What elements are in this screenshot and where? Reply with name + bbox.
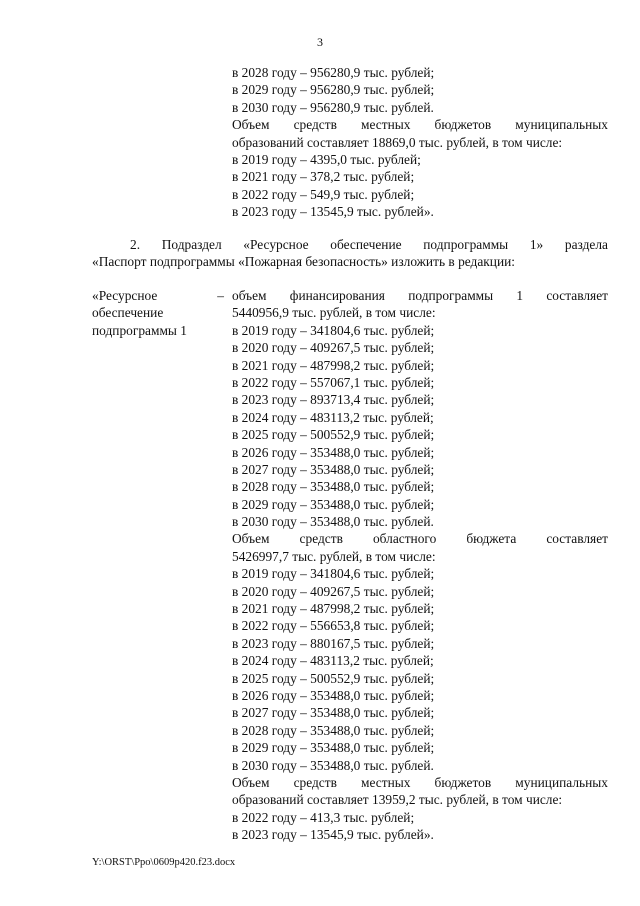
text-line: образований составляет 18869,0 тыс. рублей, в том числе: xyxy=(232,134,563,150)
year-line: в 2022 году – 556653,8 тыс. рублей; xyxy=(232,618,435,634)
section-label xyxy=(92,287,224,339)
year-line: в 2024 году – 483113,2 тыс. рублей; xyxy=(232,409,434,425)
text-line: в 2021 году – 378,2 тыс. рублей; xyxy=(232,169,415,185)
label-line: «Ресурсное xyxy=(92,288,158,303)
year-line: в 2021 году – 487998,2 тыс. рублей; xyxy=(232,357,435,373)
label-line: обеспечение xyxy=(92,305,164,321)
text-line: Объем средств местных бюджетов муниципальных xyxy=(232,774,608,790)
text-line: в 2028 году – 956280,9 тыс. рублей; xyxy=(232,65,435,80)
financing-column xyxy=(232,287,608,844)
text-line: Объем средств местных бюджетов муниципальных xyxy=(232,117,608,133)
year-line: в 2023 году – 13545,9 тыс. рублей». xyxy=(232,827,434,843)
year-line: в 2022 году – 413,3 тыс. рублей; xyxy=(232,809,415,825)
year-line: в 2025 году – 500552,9 тыс. рублей; xyxy=(232,670,435,686)
year-line: в 2029 году – 353488,0 тыс. рублей; xyxy=(232,740,435,756)
continuation-block xyxy=(232,64,608,221)
text-line: Объем средств областного бюджета составляет xyxy=(232,531,608,547)
year-line: в 2027 году – 353488,0 тыс. рублей; xyxy=(232,705,435,721)
text-line: объем финансирования подпрограммы 1 составляет xyxy=(232,288,608,303)
text-line: 5426997,7 тыс. рублей, в том числе: xyxy=(232,548,436,564)
text-line: в 2019 году – 4395,0 тыс. рублей; xyxy=(232,151,421,167)
year-line: в 2029 году – 353488,0 тыс. рублей; xyxy=(232,496,435,512)
year-line: в 2026 году – 353488,0 тыс. рублей; xyxy=(232,687,435,703)
text-line: в 2023 году – 13545,9 тыс. рублей». xyxy=(232,204,434,220)
text-line: 5440956,9 тыс. рублей, в том числе: xyxy=(232,305,436,321)
text-line: «Паспорт подпрограммы «Пожарная безопасность» изложить в редакции: xyxy=(92,254,516,270)
year-line: в 2028 году – 353488,0 тыс. рублей; xyxy=(232,479,435,495)
text-line: образований составляет 13959,2 тыс. рублей, в том числе: xyxy=(232,792,563,808)
year-line: в 2026 году – 353488,0 тыс. рублей; xyxy=(232,444,435,460)
page-number: 3 xyxy=(317,35,323,49)
text-line: в 2022 году – 549,9 тыс. рублей; xyxy=(232,186,415,202)
year-line: в 2023 году – 893713,4 тыс. рублей; xyxy=(232,392,435,408)
year-line: в 2030 году – 353488,0 тыс. рублей. xyxy=(232,514,434,530)
label-line: подпрограммы 1 xyxy=(92,322,187,338)
year-line: в 2025 году – 500552,9 тыс. рублей; xyxy=(232,427,435,443)
text-line: в 2029 году – 956280,9 тыс. рублей; xyxy=(232,82,435,98)
year-line: в 2019 году – 341804,6 тыс. рублей; xyxy=(232,322,435,338)
label-dash: – xyxy=(217,288,224,303)
year-line: в 2019 году – 341804,6 тыс. рублей; xyxy=(232,566,435,582)
year-line: в 2020 году – 409267,5 тыс. рублей; xyxy=(232,583,435,599)
year-line: в 2024 году – 483113,2 тыс. рублей; xyxy=(232,653,434,669)
year-line: в 2027 году – 353488,0 тыс. рублей; xyxy=(232,461,435,477)
year-line: в 2023 году – 880167,5 тыс. рублей; xyxy=(232,635,435,651)
text-line: в 2030 году – 956280,9 тыс. рублей. xyxy=(232,99,434,115)
file-path-footer: Y:\ORST\Ppo\0609p420.f23.docx xyxy=(92,857,236,868)
year-line: в 2028 году – 353488,0 тыс. рублей; xyxy=(232,722,435,738)
year-line: в 2030 году – 353488,0 тыс. рублей. xyxy=(232,757,434,773)
year-line: в 2020 году – 409267,5 тыс. рублей; xyxy=(232,340,435,356)
amendment-paragraph xyxy=(92,236,608,271)
year-line: в 2021 году – 487998,2 тыс. рублей; xyxy=(232,601,435,617)
text-line: 2. Подраздел «Ресурсное обеспечение подпрограммы 1» раздела xyxy=(130,237,608,252)
year-line: в 2022 году – 557067,1 тыс. рублей; xyxy=(232,374,435,390)
